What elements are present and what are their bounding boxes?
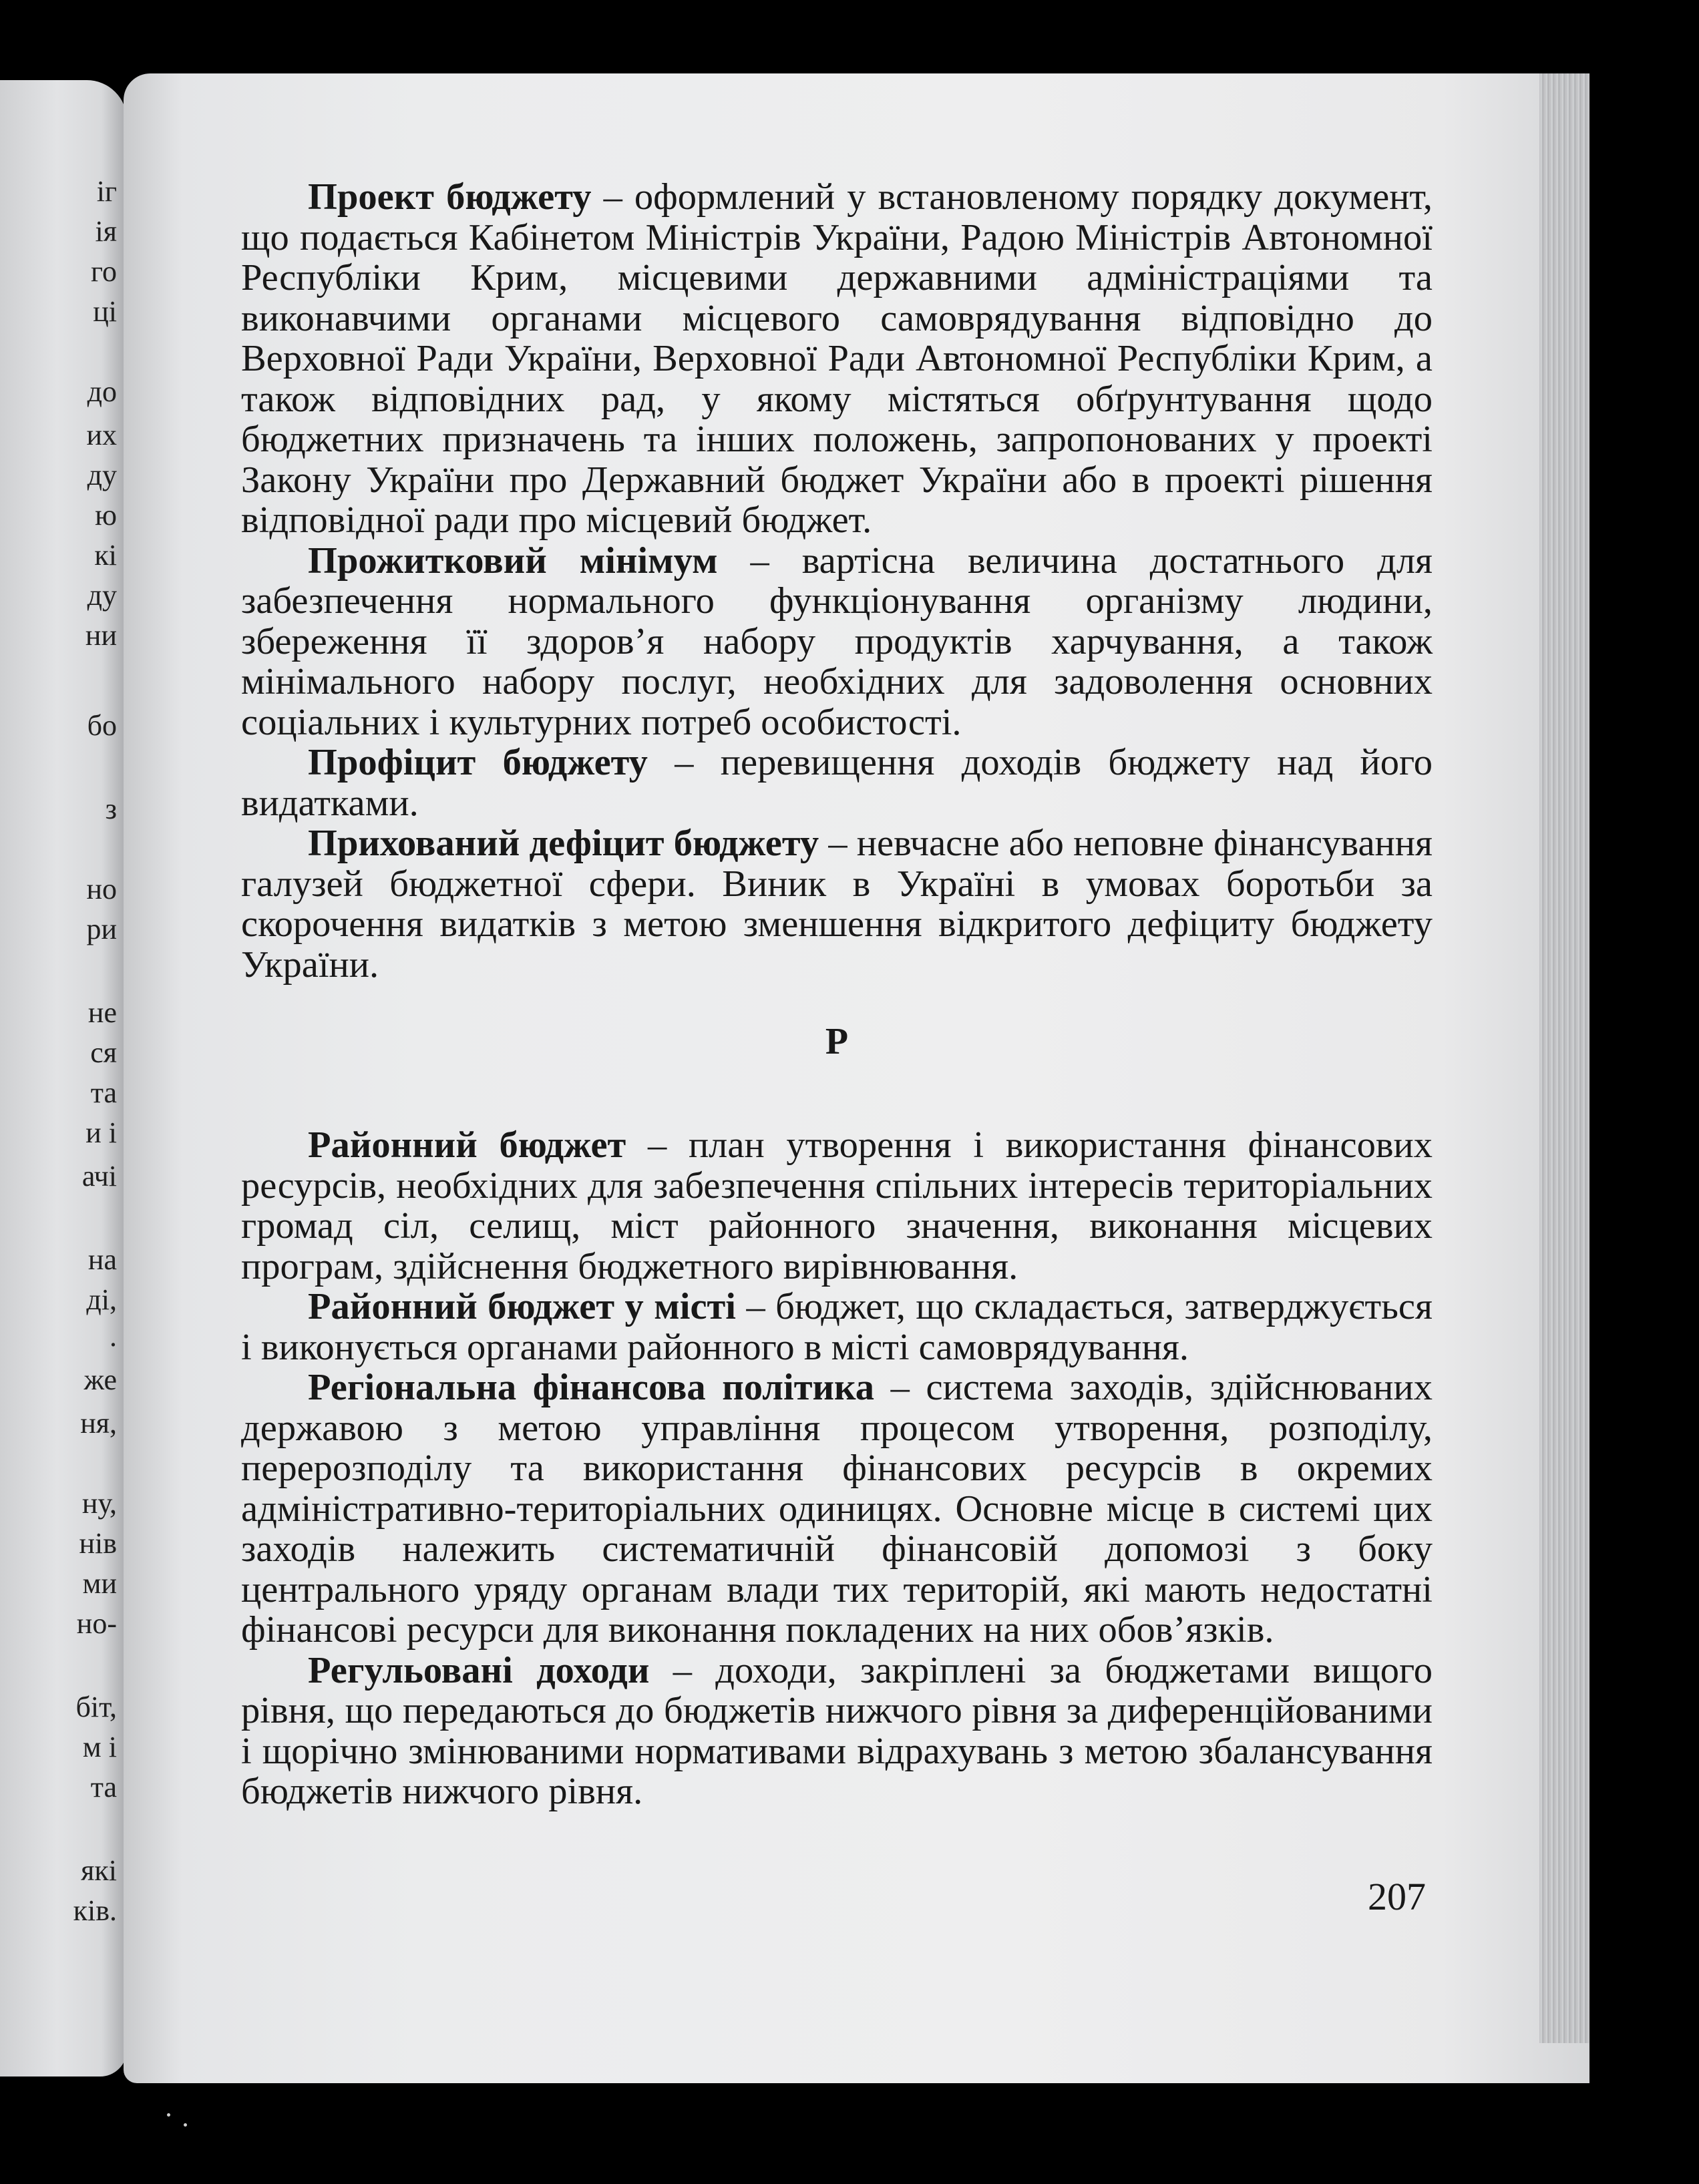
fragment: го (91, 255, 117, 288)
fragment: іг (96, 175, 117, 208)
fragment: ня, (80, 1407, 117, 1440)
glossary-entry (241, 177, 1433, 541)
fragment: з (105, 793, 117, 825)
entry-definition: – оформлений у встановленому порядку документ, що подається Кабінетом Міністрів України, Радою Міністрів Автономної Республіки Крим, місцевими державними адміністраціями та виконавчими органами місцевого самоврядування відповідно до Верховної Ради України, Верховної Ради Автономної Республіки Крим, а також відповідних рад, у якому містяться обґрунтування щодо бюджетних призначень та інших положень, запропонованих у проекті Закону України про Державний бюджет України або в проекті рішення відповідної ради про місцевий бюджет. (241, 176, 1433, 541)
entry-term: Профіцит бюджету (308, 742, 648, 783)
fragment: ія (95, 215, 117, 248)
previous-page-text-fragments (0, 80, 124, 2077)
entry-term: Прихований дефіцит бюджету (308, 823, 819, 864)
fragment: м і (82, 1731, 117, 1763)
previous-page-edge (0, 80, 127, 2077)
page-number: 207 (1368, 1875, 1426, 1918)
entry-definition: – перевищення доходів бюджету над його видатками. (241, 742, 1433, 824)
fragment: до (87, 375, 117, 408)
fragment: нів (79, 1527, 117, 1560)
fragment: та (90, 1771, 117, 1803)
fragment: их (86, 419, 117, 451)
entry-term: Районний бюджет (308, 1124, 626, 1166)
fragment: які (81, 1854, 117, 1887)
entry-definition: – доходи, закріплені за бюджетами вищого рівня, що передаються до бюджетів нижчого рівня за диференційованими і щорічно змінюваними нормативами відрахувань з метою збалансування бюджетів нижчого рівня. (241, 1649, 1433, 1812)
entry-definition: – бюджет, що складається, затверджується і виконується органами районного в місті самоврядування. (241, 1286, 1433, 1368)
fragment: бо (87, 709, 117, 742)
book-page (124, 73, 1589, 2083)
fragment: ри (86, 913, 117, 945)
glossary-entry (241, 1367, 1433, 1651)
fragment: ці (93, 295, 117, 328)
entry-term: Регульовані доходи (308, 1649, 650, 1691)
fragment: на (87, 1243, 117, 1276)
fragment: но (86, 873, 117, 905)
fragment: ді, (86, 1283, 117, 1316)
fragment: та (90, 1076, 117, 1109)
entry-definition: – невчасне або неповне фінансування галузей бюджетної сфери. Виник в Україні в умовах боротьби за скорочення видатків з метою зменшення відкритого дефіциту бюджету України. (241, 823, 1433, 986)
glossary-entry (241, 1287, 1433, 1367)
entry-term: Прожитковий мінімум (308, 539, 718, 582)
entry-term: Районний бюджет у місті (308, 1286, 736, 1327)
dust-speck (167, 2113, 170, 2117)
entry-term: Регіональна фінансова політика (308, 1367, 874, 1408)
fragment: біт, (75, 1691, 117, 1723)
fragment: ду (87, 579, 117, 612)
glossary-text (241, 177, 1433, 1812)
entry-definition: – вартісна величина достатнього для забезпечення нормального функціонування організму людини, збереження її здоров’я набору продуктів харчування, а також мінімального набору послуг, необхідних для задоволення основних соціальних і культурних потреб особистості. (241, 539, 1433, 743)
glossary-entry (241, 1651, 1433, 1812)
section-heading-letter: Р (825, 1021, 849, 1062)
glossary-entry (241, 541, 1433, 743)
entry-definition: – план утворення і використання фінансових ресурсів, необхідних для забезпечення спільних інтересів територіальних громад сіл, селищ, міст районного значення, виконання місцевих програм, здійснення бюджетного вирівнювання. (241, 1124, 1433, 1287)
fragment: кі (94, 539, 117, 572)
glossary-entry (241, 823, 1433, 985)
entry-term: Проект бюджету (308, 176, 592, 218)
fragment: и і (85, 1116, 117, 1149)
fragment: ни (85, 619, 117, 652)
book-page-edges (1539, 73, 1589, 2043)
fragment: но- (76, 1607, 117, 1640)
glossary-entry (241, 1125, 1433, 1287)
fragment: ми (82, 1567, 117, 1600)
glossary-entry (241, 742, 1433, 823)
fragment: ну, (81, 1487, 117, 1520)
fragment: . (110, 1320, 117, 1353)
fragment: ачі (81, 1160, 117, 1192)
fragment: же (83, 1363, 117, 1396)
dust-speck (184, 2123, 187, 2127)
fragment: ків. (73, 1894, 117, 1927)
fragment: ду (87, 459, 117, 491)
entry-definition: – система заходів, здійснюваних державою з метою управління процесом утворення, розподілу, перерозподілу та використання фінансових ресурсів в окремих адміністративно-територіальних одиницях. Основне місце в системі цих заходів належить систематичній фінансовій допомозі з боку центрального уряду органам влади тих територій, які мають недостатні фінансові ресурси для виконання покладених на них обов’язків. (241, 1367, 1433, 1651)
fragment: не (87, 996, 117, 1029)
fragment: ю (95, 499, 117, 531)
fragment: ся (90, 1036, 117, 1069)
